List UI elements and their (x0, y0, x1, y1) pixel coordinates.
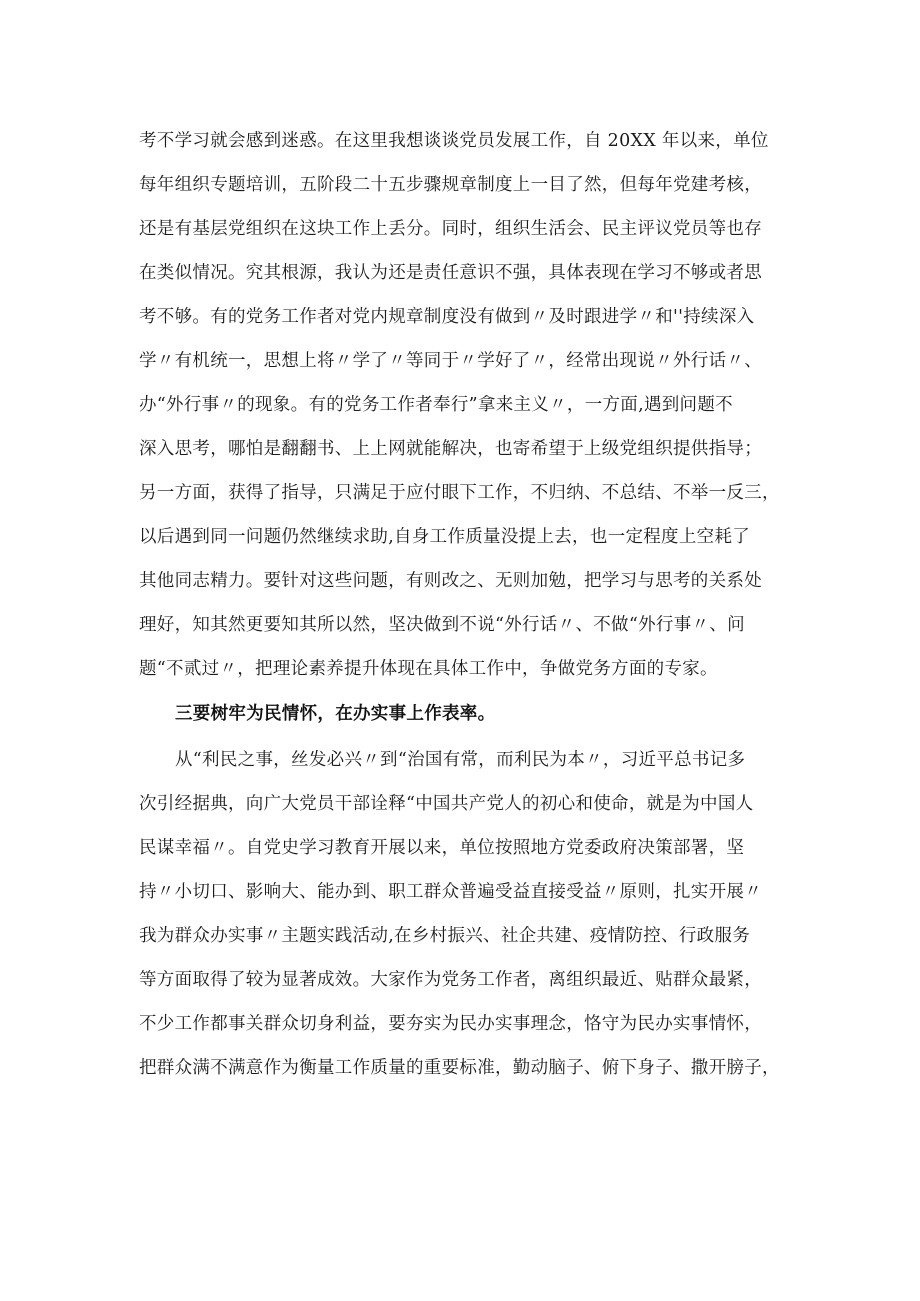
text-line: 考不够。有的党务工作者对党内规章制度没有做到〃及时跟进学〃和''持续深入 (139, 307, 755, 327)
text-line: 以后遇到同一问题仍然继续求助,自身工作质量没提上去，也一定程度上空耗了 (139, 527, 751, 547)
text-line: 办“外行事〃的现象。有的党务工作者奉行”拿来主义〃，一方面,遇到问题不 (139, 395, 733, 415)
text-line: 在类似情况。究其根源，我认为还是责任意识不强，具体表现在学习不够或者思 (139, 263, 762, 283)
text-line: 持〃小切口、影响大、能办到、职工群众普遍受益直接受益〃原则，扎实开展〃 (139, 882, 762, 902)
text-line: 民谋幸福〃。自党史学习教育开展以来，单位按照地方党委政府决策部署，坚 (139, 838, 745, 858)
text-line: 每年组织专题培训，五阶段二十五步骤规章制度上一目了然，但每年党建考核， (139, 175, 762, 195)
text-line: 题“不贰过〃，把理论素养提升体现在具体工作中，争做党务方面的专家。 (139, 659, 718, 679)
text-line: 考不学习就会感到迷惑。在这里我想谈谈党员发展工作，自 20XX 年以来，单位 (139, 131, 769, 151)
text-line: 理好，知其然更要知其所以然，坚决做到不说“外行话〃、不做“外行事〃、问 (139, 615, 745, 635)
text-line: 我为群众办实事〃主题实践活动,在乡村振兴、社企共建、疫情防控、行政服务 (139, 926, 751, 946)
text-line: 不少工作都事关群众切身利益，要夯实为民办实事理念，恪守为民办实事情怀， (139, 1014, 762, 1034)
text-line: 还是有基层党组织在这块工作上丢分。同时，组织生活会、民主评议党员等也存 (139, 219, 762, 239)
text-line: 等方面取得了较为显著成效。大家作为党务工作者，离组织最近、贴群众最紧， (139, 970, 762, 990)
section-heading: 三要树牢为民情怀，在办实事上作表率。 (175, 704, 496, 724)
text-line: 学〃有机统一，思想上将〃学了〃等同于〃学好了〃，经常出现说〃外行话〃、 (139, 351, 762, 371)
text-line: 另一方面，获得了指导，只满足于应付眼下工作，不归纳、不总结、不举一反三， (139, 483, 780, 503)
text-line: 从“利民之事，丝发必兴〃到“治国有常，而利民为本〃，习近平总书记多 (175, 750, 746, 770)
text-line: 把群众满不满意作为衡量工作质量的重要标准，勤动脑子、俯下身子、撒开膀子， (139, 1058, 780, 1078)
text-line: 深入思考，哪怕是翻翻书、上上网就能解决，也寄希望于上级党组织提供指导； (139, 439, 762, 459)
text-line: 其他同志精力。要针对这些问题，有则改之、无则加勉，把学习与思考的关系处 (139, 571, 762, 591)
text-line: 次引经据典，向广大党员干部诠释“中国共产党人的初心和使命，就是为中国人 (139, 794, 754, 814)
